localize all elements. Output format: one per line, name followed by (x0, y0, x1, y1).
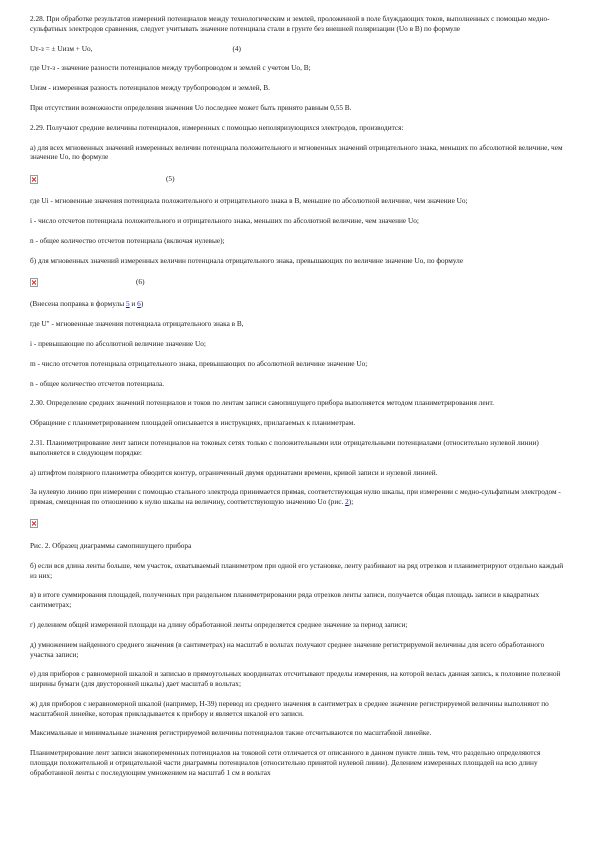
broken-image-icon (30, 278, 38, 287)
paragraph-alternating: Планиметрирование лент записи знакопеременных потенциалов на токовой сети отличается от описанного в данном пункте лишь тем, что раздельно определяются площади положительной и отрицательной части диаграммы потенциалов (относительно принятой нулевой линии). Делением измеренных площадей на всю длину обработанной ленты с последующим умножением на масштаб 1 см в вольтах (30, 748, 541, 777)
definition-i-exceeding: i - превышающие по абсолютной величине значение Uo; (30, 338, 206, 348)
formula-4-text: Uт-з = ± Uизм + Uo, (30, 43, 93, 53)
definition-n-total: n - общее количество отсчетов потенциала. (30, 378, 165, 388)
formula-5-row (30, 172, 565, 186)
formula-6-row (30, 275, 565, 289)
definition-ui: где Ui - мгновенные значения потенциала положительного и отрицательного знака в В, меньшие по абсолютной величине, чем значение Uo; (30, 196, 468, 206)
paragraph-2-31-a: а) штифтом полярного планиметра обводится контур, ограниченный двумя ординатами времени, кривой записи и нулевой линией. (30, 467, 438, 477)
paragraph-uo-default: При отсутствии возможности определения значения Uo последнее может быть принято равным 0,55 В. (30, 102, 352, 112)
paragraph-planimeter-instructions: Обращение с планиметрированием площадей описывается в инструкциях, прилагаемых к планиметрам. (30, 418, 356, 428)
paragraph-2-30: 2.30. Определение средних значений потенциалов и токов по лентам записи самопишущего прибора выполняется методом планиметрирования лент. (30, 398, 494, 408)
figure-2-link[interactable]: 2 (345, 497, 349, 507)
paragraph-2-31-v: в) в итоге суммирования площадей, полученных при раздельном планиметрировании ряда отрезков ленты записи, получается общая площадь записи в квадратных сантиметрах; (30, 590, 540, 610)
formula-5-number: (5) (166, 174, 175, 184)
figure-2-caption: Рис. 2. Образец диаграммы самопишущего прибора (30, 540, 192, 550)
paragraph-2-28: 2.28. При обработке результатов измерений потенциалов между технологическим и землей, проложенной в поле блуждающих токов, выполненных с помощью медно-сульфатных электродов сравнения, следует учитывать значение потенциала стали в грунте без внешней поляризации (Uo в В) по формуле (30, 14, 550, 33)
paragraph-max-min: Максимальные и минимальные значения регистрируемой величины потенциалов также отсчитываются по масштабной линейке. (30, 728, 432, 738)
formula-4 (30, 44, 565, 54)
paragraph-2-29-b: б) для мгновенных значений измеренных величин потенциала отрицательного знака, превышающих по величине значение Uo, по формуле (30, 255, 464, 265)
paragraph-2-31-d: д) умножением найденного среднего значения (в сантиметрах) на масштаб в вольтах получают среднее значение регистрируемой величины для всего обработанного участка записи; (30, 639, 545, 659)
definition-n: n - общее количество отсчетов потенциала (включая нулевые); (30, 235, 225, 245)
definition-i: i - число отсчетов потенциала положительного и отрицательного знака, меньших по абсолютной величине, чем значение Uo; (30, 215, 419, 225)
formula-6-link[interactable]: 6 (137, 299, 141, 309)
paragraph-2-29-a: а) для всех мгновенных значений измеренных величин потенциала положительного и мгновенных значений отрицательного знака, меньших по абсолютной величине, чем значение Uo, по формуле (30, 142, 563, 162)
figure-2-image-row (30, 517, 565, 531)
paragraph-2-31-g: г) делением общей измеренной площади на длину обработанной ленты определяется среднее значение за период записи; (30, 619, 408, 629)
paragraph-zero-line: За нулевую линию при измерении с помощью стального электрода принимается прямая, соответствующая нулю шкалы, при измерении с медно-сульфатным электродом - прямая, смещенная по отношению к нулю шкалы на величину, соответствующую значению Uo (рис. 2); (30, 487, 561, 507)
formula-5-link[interactable]: 5 (125, 299, 130, 309)
formula-4-number: (4) (232, 43, 241, 53)
definition-uizm: Uизм - измеренная разность потенциалов между трубопроводом и землей, В. (30, 83, 270, 93)
broken-image-icon (30, 519, 38, 528)
paragraph-2-31-zh: ж) для приборов с неравномерной шкалой (например, Н-39) перевод из среднего значения в сантиметрах в среднее значение регистрируемой величины выполняют по масштабной линейке, которая прикладывается к прибору и является шкалой его записи. (30, 698, 549, 718)
correction-note: (Внесена поправка в формулы 5 и 6) (30, 299, 144, 309)
paragraph-2-29: 2.29. Получают средние величины потенциалов, измеренных с помощью неполяризующихся электродов, производится: (30, 122, 404, 132)
definition-u-neg: где U" - мгновенные значения потенциала отрицательного знака в В, (30, 319, 244, 329)
paragraph-2-31-e: е) для приборов с равномерной шкалой и записью в прямоугольных координатах отсчитывают пределы измерения, на которой велась данная запись, к половине полезной ширины бумаги (для двусторонней шкалы) дает масштаб в вольтах; (30, 669, 561, 689)
paragraph-2-31: 2.31. Планиметрирование лент записи потенциалов на токовых сетях только с положительными или отрицательными потенциалами (относительно нулевой линии) выполняется в следующем порядке: (30, 437, 539, 457)
paragraph-2-31-b: б) если вся длина ленты больше, чем участок, охватываемый планиметром при одной его установке, ленту разбивают на ряд отрезков и планиметрируют отдельно каждый из них; (30, 560, 564, 580)
formula-6-number: (6) (136, 277, 145, 287)
definition-m: m - число отсчетов потенциала отрицательного знака, превышающих по абсолютной величине значение Uo; (30, 358, 368, 368)
broken-image-icon (30, 175, 38, 184)
definition-ut-z: где Uт-з - значение разности потенциалов между трубопроводом и землей с учетом Uo, В; (30, 63, 311, 73)
